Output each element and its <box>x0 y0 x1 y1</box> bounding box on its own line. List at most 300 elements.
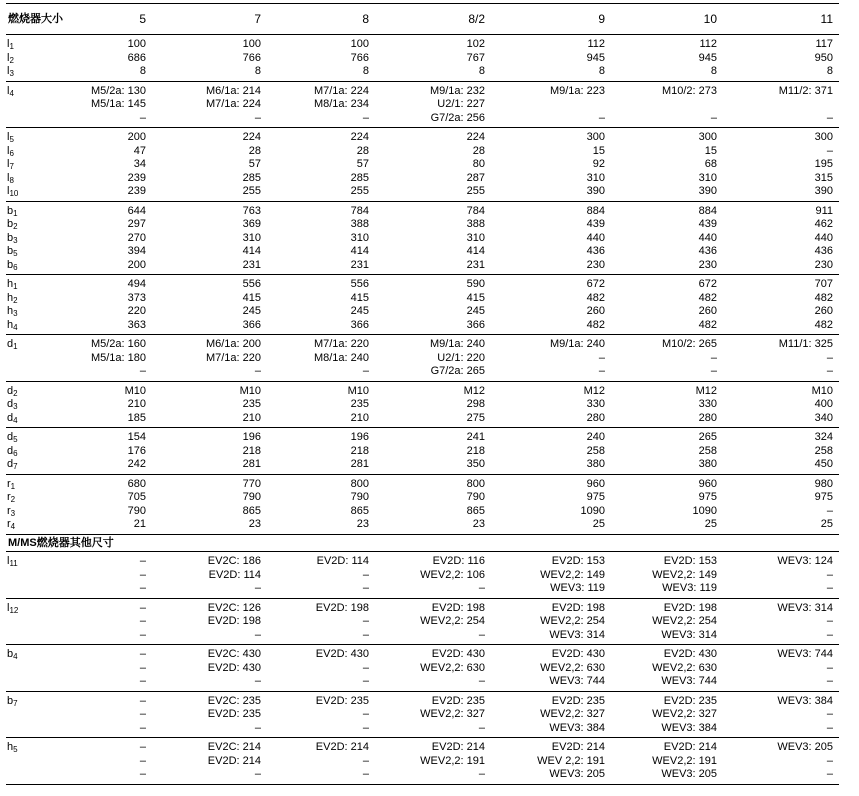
table-row <box>6 218 839 232</box>
value-cell: EV2D: 114 <box>208 568 261 581</box>
value-cell: 980 <box>723 474 839 491</box>
value-cell: 218 <box>350 444 369 457</box>
value-cell: U2/1: 227 <box>437 98 485 110</box>
table-row <box>6 158 839 172</box>
dimension-label <box>6 675 48 691</box>
value-cell: 315 <box>814 171 833 184</box>
dimension-label <box>6 569 48 583</box>
value-cell: EV2C: 430 <box>152 645 267 662</box>
table-row <box>6 645 839 662</box>
value-cell: 57 <box>356 158 369 170</box>
dimension-label <box>6 65 48 81</box>
value-cell: 482 <box>698 318 717 331</box>
value-cell: 414 <box>350 245 369 257</box>
value-cell: 57 <box>248 158 261 170</box>
value-cell: 556 <box>152 275 267 292</box>
value-cell: 100 <box>48 35 152 52</box>
value-cell: EV2D: 235 <box>267 691 375 708</box>
value-cell: M11/2: 371 <box>723 81 839 98</box>
value-cell: 462 <box>814 218 833 230</box>
value-cell: M9/1a: 223 <box>491 81 611 98</box>
dimension-label <box>6 245 48 259</box>
value-cell: 482 <box>698 291 717 304</box>
dimension-subscript: 2 <box>9 55 14 65</box>
dimension-label <box>6 185 48 201</box>
table-row <box>6 65 839 81</box>
value-cell: 884 <box>491 201 611 218</box>
dimension-symbol: l <box>7 65 10 77</box>
value-cell: 324 <box>723 428 839 445</box>
value-cell: 380 <box>586 458 605 470</box>
value-cell: WEV3: 744 <box>549 675 605 687</box>
table-row <box>6 582 839 598</box>
value-cell: 28 <box>356 144 369 157</box>
value-cell: EV2C: 214 <box>152 738 267 755</box>
value-cell: WEV2,2: 106 <box>420 568 485 581</box>
size-header: 5 <box>48 4 152 35</box>
dimension-label <box>6 552 48 569</box>
value-cell: 8 <box>362 65 369 77</box>
size-header: 10 <box>611 4 723 35</box>
value-cell: 763 <box>152 201 267 218</box>
value-cell: 241 <box>375 428 491 445</box>
value-cell: 439 <box>586 218 605 230</box>
table-row <box>6 305 839 319</box>
value-cell: WEV3: 205 <box>491 768 611 784</box>
value-cell: – <box>826 615 833 627</box>
dimension-label <box>6 398 48 412</box>
value-cell: M7/1a: 220 <box>205 351 261 364</box>
value-cell: M9/1a: 232 <box>375 81 491 98</box>
dimension-label <box>6 98 48 112</box>
value-cell: 790 <box>127 504 146 517</box>
value-cell: 300 <box>611 128 723 145</box>
value-cell: 260 <box>698 305 717 317</box>
value-cell: 707 <box>723 275 839 292</box>
value-cell: – <box>139 628 146 641</box>
dimension-symbol: l <box>7 51 10 64</box>
value-cell: 340 <box>814 411 833 424</box>
value-cell: U2/1: 220 <box>437 351 485 364</box>
value-cell: EV2D: 198 <box>267 598 375 615</box>
value-cell: 945 <box>586 51 605 64</box>
table-row <box>6 335 839 352</box>
table-row <box>6 518 839 534</box>
dimension-label <box>6 335 48 352</box>
value-cell: 310 <box>698 171 717 184</box>
value-cell: – <box>826 582 833 594</box>
table-row <box>6 172 839 186</box>
value-cell: WEV2,2: 191 <box>420 754 485 767</box>
dimension-label <box>6 691 48 708</box>
value-cell: M7/1a: 220 <box>267 335 375 352</box>
value-cell: WEV2,2: 630 <box>540 661 605 674</box>
value-cell: – <box>710 365 717 377</box>
value-cell: 23 <box>356 518 369 530</box>
value-cell: EV2C: 126 <box>152 598 267 615</box>
value-cell: 8 <box>710 65 717 77</box>
value-cell: – <box>723 768 839 784</box>
table-row <box>6 629 839 645</box>
dimension-label <box>6 112 48 128</box>
value-cell: 494 <box>48 275 152 292</box>
value-cell: 25 <box>820 518 833 530</box>
value-cell: 440 <box>698 231 717 244</box>
value-cell: – <box>139 582 146 594</box>
value-cell: 231 <box>350 258 369 271</box>
value-cell: 28 <box>472 144 485 157</box>
dimension-subscript: 4 <box>13 415 18 425</box>
value-cell: 672 <box>611 275 723 292</box>
value-cell: – <box>362 568 369 581</box>
value-cell: 230 <box>698 258 717 271</box>
value-cell: 1090 <box>692 504 717 517</box>
table-row <box>6 755 839 769</box>
value-cell: – <box>710 111 717 124</box>
value-cell: EV2D: 214 <box>207 754 261 767</box>
dimension-subscript: 4 <box>13 322 18 332</box>
value-cell: 25 <box>592 518 605 530</box>
value-cell: 766 <box>242 51 261 64</box>
value-cell: 440 <box>586 231 605 244</box>
value-cell: 117 <box>723 35 839 52</box>
value-cell: – <box>598 111 605 124</box>
value-cell: – <box>139 708 146 720</box>
value-cell: 15 <box>592 144 605 157</box>
value-cell: G7/2a: 256 <box>430 111 485 124</box>
value-cell: 21 <box>133 518 146 530</box>
dimension-label <box>6 81 48 98</box>
value-cell: 15 <box>704 144 717 157</box>
value-cell: 196 <box>267 428 375 445</box>
value-cell: 281 <box>350 458 369 470</box>
dimension-symbol: l <box>7 131 10 143</box>
table-row <box>6 81 839 98</box>
dimension-label <box>6 412 48 428</box>
value-cell: 239 <box>127 185 146 197</box>
value-cell: 240 <box>491 428 611 445</box>
dimension-subscript: 3 <box>13 235 18 245</box>
table-row <box>6 52 839 66</box>
dimension-label <box>6 218 48 232</box>
value-cell: – <box>48 552 152 569</box>
size-header: 9 <box>491 4 611 35</box>
table-row <box>6 128 839 145</box>
table-row <box>6 708 839 722</box>
dimension-label <box>6 232 48 246</box>
value-cell: 790 <box>350 491 369 503</box>
dimension-symbol: l <box>7 555 10 567</box>
value-cell: 23 <box>248 518 261 530</box>
table-row <box>6 35 839 52</box>
value-cell: – <box>362 754 369 767</box>
size-header: 11 <box>723 4 839 35</box>
value-cell: – <box>362 721 369 734</box>
table-row <box>6 569 839 583</box>
value-cell: – <box>826 708 833 720</box>
value-cell: 390 <box>698 185 717 197</box>
value-cell: 100 <box>152 35 267 52</box>
size-header: 8/2 <box>375 4 491 35</box>
value-cell: 790 <box>242 491 261 503</box>
value-cell: – <box>826 504 833 517</box>
value-cell: – <box>598 351 605 364</box>
value-cell: WEV3: 314 <box>549 628 605 641</box>
value-cell: 400 <box>814 398 833 410</box>
value-cell: 482 <box>586 318 605 331</box>
value-cell: – <box>362 675 369 687</box>
header-row <box>6 4 839 35</box>
value-cell: WEV2,2: 254 <box>652 615 717 627</box>
dimension-subscript: 1 <box>13 342 18 351</box>
value-cell: 388 <box>466 218 485 230</box>
dimension-symbol: b <box>7 694 14 707</box>
dimension-symbol: d <box>7 431 14 443</box>
value-cell: EV2D: 214 <box>267 738 375 755</box>
value-cell: M10 <box>152 381 267 398</box>
value-cell: 281 <box>242 458 261 470</box>
table-row <box>6 185 839 201</box>
value-cell: 330 <box>698 398 717 410</box>
value-cell: 8 <box>139 65 146 77</box>
value-cell: 298 <box>466 398 485 410</box>
dimension-label <box>6 518 48 534</box>
value-cell: 154 <box>48 428 152 445</box>
dimension-symbol: d <box>7 338 14 350</box>
value-cell: – <box>826 661 833 674</box>
value-cell: M8/1a: 234 <box>313 98 369 110</box>
dimension-label <box>6 259 48 275</box>
dimension-label <box>6 582 48 598</box>
dimension-subscript: 5 <box>13 435 18 444</box>
table-row <box>6 738 839 755</box>
value-cell: – <box>48 768 152 784</box>
value-cell: 258 <box>586 444 605 457</box>
value-cell: 590 <box>375 275 491 292</box>
value-cell: WEV3: 314 <box>723 598 839 615</box>
value-cell: M10 <box>48 381 152 398</box>
dimension-subscript: 1 <box>13 208 18 218</box>
value-cell: 865 <box>242 504 261 517</box>
value-cell: – <box>362 661 369 674</box>
value-cell: 297 <box>127 218 146 230</box>
value-cell: 705 <box>127 491 146 503</box>
dimension-symbol: l <box>7 144 10 157</box>
value-cell: 270 <box>127 231 146 244</box>
value-cell: 112 <box>491 35 611 52</box>
dimension-subscript: 2 <box>13 388 18 398</box>
value-cell: 556 <box>267 275 375 292</box>
value-cell: 92 <box>592 158 605 170</box>
value-cell: – <box>254 111 261 124</box>
dimension-label <box>6 645 48 662</box>
dimension-symbol: b <box>7 231 14 244</box>
table-row <box>6 319 839 335</box>
value-cell: 239 <box>127 171 146 184</box>
value-cell: 100 <box>267 35 375 52</box>
table-row <box>6 691 839 708</box>
value-cell: – <box>267 768 375 784</box>
value-cell: WEV3: 384 <box>723 691 839 708</box>
value-cell: – <box>478 628 485 641</box>
value-cell: – <box>254 721 261 734</box>
dimension-subscript: 7 <box>9 162 14 171</box>
value-cell: 960 <box>611 474 723 491</box>
value-cell: EV2D: 198 <box>611 598 723 615</box>
value-cell: EV2C: 186 <box>152 552 267 569</box>
value-cell: 285 <box>350 171 369 184</box>
table-row <box>6 491 839 505</box>
value-cell: 300 <box>491 128 611 145</box>
value-cell: 231 <box>242 258 261 271</box>
dimension-label <box>6 629 48 645</box>
value-cell: 394 <box>127 245 146 257</box>
dimension-label <box>6 365 48 381</box>
value-cell: 770 <box>152 474 267 491</box>
table-row <box>6 458 839 474</box>
dimension-subscript: 12 <box>9 605 19 615</box>
value-cell: 911 <box>723 201 839 218</box>
table-row <box>6 365 839 381</box>
value-cell: 245 <box>466 305 485 317</box>
table-row <box>6 201 839 218</box>
value-cell: 450 <box>814 458 833 470</box>
dimension-label <box>6 428 48 445</box>
value-cell: 8 <box>478 65 485 77</box>
value-cell: 210 <box>242 411 261 424</box>
dimension-label <box>6 458 48 474</box>
dimension-symbol: h <box>7 305 14 317</box>
value-cell: 390 <box>814 185 833 197</box>
dimension-label <box>6 128 48 145</box>
value-cell: WEV3: 384 <box>549 721 605 734</box>
value-cell: 680 <box>48 474 152 491</box>
value-cell: 34 <box>133 158 146 170</box>
burner-dimensions-table <box>6 3 839 785</box>
value-cell: EV2D: 235 <box>207 708 261 720</box>
value-cell: 865 <box>350 504 369 517</box>
dimension-label <box>6 158 48 172</box>
value-cell: 1090 <box>580 504 605 517</box>
value-cell: 25 <box>704 518 717 530</box>
value-cell: 8 <box>254 65 261 77</box>
value-cell: 439 <box>698 218 717 230</box>
value-cell: 230 <box>814 258 833 271</box>
value-cell <box>611 98 723 112</box>
dimension-label <box>6 201 48 218</box>
dimension-subscript: 3 <box>10 508 16 518</box>
dimension-subscript: 7 <box>13 698 18 708</box>
value-cell: – <box>478 675 485 687</box>
value-cell: WEV3: 314 <box>661 628 717 641</box>
section-title: M/MS燃烧器其他尺寸 <box>6 534 839 552</box>
value-cell: 8 <box>826 65 833 77</box>
table-row <box>6 662 839 676</box>
value-cell: – <box>139 675 146 687</box>
dimension-symbol: b <box>7 245 14 257</box>
value-cell: 767 <box>466 51 485 64</box>
value-cell: 390 <box>586 185 605 197</box>
value-cell: WEV3: 119 <box>662 582 717 594</box>
dimension-subscript: 4 <box>9 88 14 98</box>
value-cell: – <box>48 738 152 755</box>
table-row <box>6 412 839 428</box>
value-cell: WEV2,2: 149 <box>540 568 605 581</box>
dimension-label <box>6 292 48 306</box>
value-cell: 230 <box>586 258 605 271</box>
dimension-symbol: l <box>7 171 10 184</box>
value-cell: EV2D: 116 <box>375 552 491 569</box>
value-cell: 800 <box>375 474 491 491</box>
value-cell: WEV2,2: 191 <box>652 754 717 767</box>
value-cell: 482 <box>586 291 605 304</box>
dimension-label <box>6 381 48 398</box>
value-cell: 310 <box>466 231 485 244</box>
table-row <box>6 275 839 292</box>
dimension-label <box>6 768 48 784</box>
value-cell: 436 <box>814 245 833 257</box>
table-row <box>6 232 839 246</box>
value-cell: 200 <box>48 128 152 145</box>
table-row <box>6 505 839 519</box>
value-cell: 258 <box>814 444 833 457</box>
value-cell: – <box>478 721 485 734</box>
value-cell: 224 <box>375 128 491 145</box>
value-cell: 280 <box>698 411 717 424</box>
dimension-label <box>6 35 48 52</box>
value-cell: M10/2: 273 <box>611 81 723 98</box>
value-cell: – <box>362 628 369 641</box>
value-cell: 112 <box>611 35 723 52</box>
value-cell: WEV3: 744 <box>723 645 839 662</box>
dimension-label <box>6 491 48 505</box>
value-cell: 945 <box>698 51 717 64</box>
dimension-symbol: b <box>7 648 14 660</box>
dimension-subscript: 2 <box>13 295 18 305</box>
value-cell: – <box>375 768 491 784</box>
dimension-symbol: l <box>7 38 10 50</box>
value-cell: – <box>254 365 261 377</box>
value-cell: 440 <box>814 231 833 244</box>
value-cell: 436 <box>586 245 605 257</box>
value-cell: M12 <box>491 381 611 398</box>
value-cell: 380 <box>698 458 717 470</box>
value-cell: 672 <box>491 275 611 292</box>
table-row <box>6 598 839 615</box>
value-cell: 644 <box>48 201 152 218</box>
value-cell: 224 <box>152 128 267 145</box>
dimension-symbol: h <box>7 291 14 304</box>
value-cell: 235 <box>350 398 369 410</box>
value-cell: – <box>139 721 146 734</box>
dimension-subscript: 1 <box>13 282 18 291</box>
value-cell: M6/1a: 200 <box>152 335 267 352</box>
table-row <box>6 615 839 629</box>
value-cell: EV2D: 430 <box>267 645 375 662</box>
value-cell: 414 <box>466 245 485 257</box>
value-cell: 258 <box>698 444 717 457</box>
value-cell: 218 <box>242 444 261 457</box>
value-cell: 220 <box>127 305 146 317</box>
dimension-label <box>6 755 48 769</box>
value-cell: WEV 2,2: 191 <box>537 754 605 767</box>
dimension-label <box>6 738 48 755</box>
dimension-label <box>6 352 48 366</box>
value-cell: 415 <box>466 291 485 304</box>
value-cell: 800 <box>267 474 375 491</box>
value-cell: 287 <box>466 171 485 184</box>
value-cell: WEV2,2: 327 <box>420 708 485 720</box>
